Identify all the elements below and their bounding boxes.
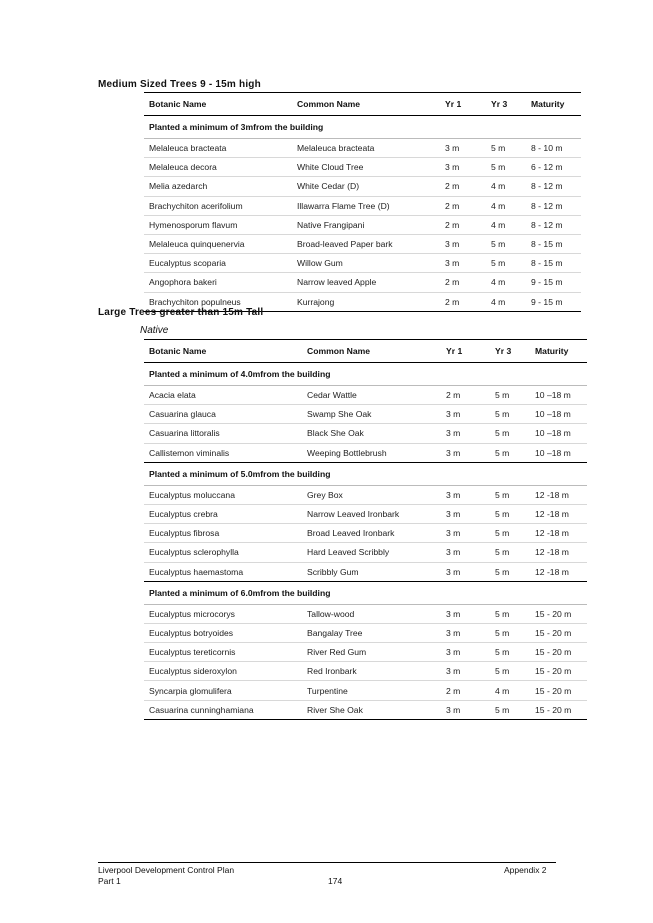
table-cell: Callistemon viminalis bbox=[144, 443, 302, 462]
table-cell: 9 - 15 m bbox=[526, 292, 581, 311]
table-row bbox=[144, 504, 587, 523]
table-cell: 5 m bbox=[486, 158, 526, 177]
table-cell: 15 - 20 m bbox=[530, 700, 587, 719]
table-row bbox=[144, 543, 587, 562]
table-cell: 3 m bbox=[441, 562, 490, 581]
footer-document-title: Liverpool Development Control Plan bbox=[98, 865, 235, 875]
table-cell: 12 -18 m bbox=[530, 485, 587, 504]
column-header: Common Name bbox=[302, 340, 441, 363]
table-cell: 5 m bbox=[490, 643, 530, 662]
table-cell: Melaleuca quinquenervia bbox=[144, 234, 292, 253]
table-cell: 4 m bbox=[486, 215, 526, 234]
table-cell: 3 m bbox=[440, 158, 486, 177]
table-cell: 10 –18 m bbox=[530, 443, 587, 462]
table-cell: 5 m bbox=[490, 386, 530, 405]
table-cell: 15 - 20 m bbox=[530, 681, 587, 700]
table-cell: 3 m bbox=[441, 623, 490, 642]
table-cell: Black She Oak bbox=[302, 424, 441, 443]
table-cell: Casuarina glauca bbox=[144, 405, 302, 424]
table-cell: Eucalyptus fibrosa bbox=[144, 524, 302, 543]
table-cell: 2 m bbox=[440, 215, 486, 234]
table-cell: Native Frangipani bbox=[292, 215, 440, 234]
table-cell: Cedar Wattle bbox=[302, 386, 441, 405]
column-header: Yr 1 bbox=[441, 340, 490, 363]
table-cell: 15 - 20 m bbox=[530, 604, 587, 623]
table-cell: 8 - 12 m bbox=[526, 177, 581, 196]
table-cell: 2 m bbox=[440, 177, 486, 196]
table-row bbox=[144, 215, 581, 234]
column-header: Botanic Name bbox=[144, 340, 302, 363]
medium-trees-table bbox=[144, 92, 581, 312]
table-row bbox=[144, 623, 587, 642]
table-cell: 2 m bbox=[441, 681, 490, 700]
table-cell: Broad Leaved Ironbark bbox=[302, 524, 441, 543]
table-cell: Eucalyptus moluccana bbox=[144, 485, 302, 504]
table-cell: Melia azedarch bbox=[144, 177, 292, 196]
column-header: Yr 3 bbox=[486, 93, 526, 116]
table-cell: 15 - 20 m bbox=[530, 623, 587, 642]
group-header-row bbox=[144, 581, 587, 604]
header-row bbox=[144, 340, 587, 363]
table-cell: Hymenosporum flavum bbox=[144, 215, 292, 234]
table-cell: Red Ironbark bbox=[302, 662, 441, 681]
table-cell: 3 m bbox=[441, 424, 490, 443]
table-cell: 5 m bbox=[490, 662, 530, 681]
group-header-row bbox=[144, 462, 587, 485]
table-cell: 2 m bbox=[440, 292, 486, 311]
group-header-row bbox=[144, 116, 581, 139]
table-cell: 5 m bbox=[490, 504, 530, 523]
table-cell: 8 - 15 m bbox=[526, 254, 581, 273]
table-row bbox=[144, 424, 587, 443]
table-cell: 12 -18 m bbox=[530, 543, 587, 562]
table-cell: 4 m bbox=[486, 292, 526, 311]
footer-appendix: Appendix 2 bbox=[504, 865, 547, 875]
table-cell: 5 m bbox=[486, 139, 526, 158]
table-cell: Illawarra Flame Tree (D) bbox=[292, 196, 440, 215]
table-row bbox=[144, 196, 581, 215]
table-cell: 5 m bbox=[490, 623, 530, 642]
group-label: Planted a minimum of 4.0mfrom the building bbox=[144, 363, 587, 386]
table-cell: 8 - 10 m bbox=[526, 139, 581, 158]
table-cell: White Cloud Tree bbox=[292, 158, 440, 177]
table-cell: Bangalay Tree bbox=[302, 623, 441, 642]
table-cell: 3 m bbox=[441, 524, 490, 543]
table-cell: 5 m bbox=[490, 604, 530, 623]
table-cell: Syncarpia glomulifera bbox=[144, 681, 302, 700]
table-cell: 3 m bbox=[441, 405, 490, 424]
table-cell: Eucalyptus crebra bbox=[144, 504, 302, 523]
table-cell: 5 m bbox=[490, 524, 530, 543]
large-trees-table bbox=[144, 339, 587, 720]
table-cell: 4 m bbox=[486, 196, 526, 215]
group-header-row bbox=[144, 363, 587, 386]
table-cell: Broad-leaved Paper bark bbox=[292, 234, 440, 253]
table-row bbox=[144, 700, 587, 719]
column-header: Maturity bbox=[530, 340, 587, 363]
table-cell: Casuarina littoralis bbox=[144, 424, 302, 443]
table-cell: Hard Leaved Scribbly bbox=[302, 543, 441, 562]
footer-page-number: 174 bbox=[328, 876, 343, 886]
table-cell: Willow Gum bbox=[292, 254, 440, 273]
table-row bbox=[144, 158, 581, 177]
table-cell: 10 –18 m bbox=[530, 424, 587, 443]
table-row bbox=[144, 254, 581, 273]
table-cell: Acacia elata bbox=[144, 386, 302, 405]
table-cell: 5 m bbox=[490, 405, 530, 424]
table-cell: 5 m bbox=[490, 562, 530, 581]
table-row bbox=[144, 662, 587, 681]
table-cell: 3 m bbox=[440, 234, 486, 253]
table-cell: 5 m bbox=[486, 234, 526, 253]
table-cell: 3 m bbox=[441, 485, 490, 504]
table-row bbox=[144, 604, 587, 623]
table-cell: Tallow-wood bbox=[302, 604, 441, 623]
table-cell: Melaleuca bracteata bbox=[292, 139, 440, 158]
table-cell: Narrow Leaved Ironbark bbox=[302, 504, 441, 523]
table-cell: Eucalyptus microcorys bbox=[144, 604, 302, 623]
table-row bbox=[144, 485, 587, 504]
table-cell: 12 -18 m bbox=[530, 524, 587, 543]
table-cell: 5 m bbox=[490, 424, 530, 443]
medium-trees-title: Medium Sized Trees 9 - 15m high bbox=[98, 79, 261, 90]
table-cell: 4 m bbox=[490, 681, 530, 700]
table-cell: Grey Box bbox=[302, 485, 441, 504]
table-cell: 3 m bbox=[441, 543, 490, 562]
table-cell: 8 - 12 m bbox=[526, 215, 581, 234]
table-cell: 12 -18 m bbox=[530, 504, 587, 523]
table-cell: Angophora bakeri bbox=[144, 273, 292, 292]
table-cell: White Cedar (D) bbox=[292, 177, 440, 196]
table-cell: 10 –18 m bbox=[530, 405, 587, 424]
column-header: Common Name bbox=[292, 93, 440, 116]
large-trees-title: Large Trees greater than 15m Tall bbox=[98, 307, 264, 318]
column-header: Botanic Name bbox=[144, 93, 292, 116]
table-cell: Kurrajong bbox=[292, 292, 440, 311]
table-cell: 3 m bbox=[440, 139, 486, 158]
table-cell: 9 - 15 m bbox=[526, 273, 581, 292]
table-cell: 3 m bbox=[441, 643, 490, 662]
table-cell: 10 –18 m bbox=[530, 386, 587, 405]
table-cell: River Red Gum bbox=[302, 643, 441, 662]
table-cell: Brachychiton populneus bbox=[144, 292, 292, 311]
table-cell: Eucalyptus sclerophylla bbox=[144, 543, 302, 562]
table-cell: 4 m bbox=[486, 273, 526, 292]
group-label: Planted a minimum of 5.0mfrom the building bbox=[144, 462, 587, 485]
table-cell: River She Oak bbox=[302, 700, 441, 719]
header-row bbox=[144, 93, 581, 116]
table-row bbox=[144, 405, 587, 424]
footer-part: Part 1 bbox=[98, 876, 121, 886]
table-cell: 8 - 15 m bbox=[526, 234, 581, 253]
table-cell: 5 m bbox=[490, 700, 530, 719]
table-cell: Eucalyptus botryoides bbox=[144, 623, 302, 642]
table-cell: Brachychiton acerifolium bbox=[144, 196, 292, 215]
table-row bbox=[144, 234, 581, 253]
table-cell: Weeping Bottlebrush bbox=[302, 443, 441, 462]
table-cell: 3 m bbox=[441, 443, 490, 462]
native-subtitle: Native bbox=[140, 325, 169, 336]
table-cell: 6 - 12 m bbox=[526, 158, 581, 177]
table-cell: 15 - 20 m bbox=[530, 643, 587, 662]
table-row bbox=[144, 386, 587, 405]
table-cell: 2 m bbox=[440, 273, 486, 292]
table-cell: 5 m bbox=[490, 443, 530, 462]
table-cell: 8 - 12 m bbox=[526, 196, 581, 215]
table-cell: 5 m bbox=[486, 254, 526, 273]
table-cell: 2 m bbox=[440, 196, 486, 215]
column-header: Yr 3 bbox=[490, 340, 530, 363]
table-row bbox=[144, 177, 581, 196]
table-cell: 3 m bbox=[440, 254, 486, 273]
table-cell: 12 -18 m bbox=[530, 562, 587, 581]
column-header: Yr 1 bbox=[440, 93, 486, 116]
group-label: Planted a minimum of 6.0mfrom the building bbox=[144, 581, 587, 604]
table-cell: Scribbly Gum bbox=[302, 562, 441, 581]
table-row bbox=[144, 524, 587, 543]
table-row bbox=[144, 562, 587, 581]
table-cell: Eucalyptus sideroxylon bbox=[144, 662, 302, 681]
table-cell: Melaleuca bracteata bbox=[144, 139, 292, 158]
table-cell: Narrow leaved Apple bbox=[292, 273, 440, 292]
table-cell: 3 m bbox=[441, 504, 490, 523]
table-cell: Eucalyptus haemastoma bbox=[144, 562, 302, 581]
table-cell: 5 m bbox=[490, 543, 530, 562]
table-cell: 3 m bbox=[441, 662, 490, 681]
table-row bbox=[144, 443, 587, 462]
table-cell: 3 m bbox=[441, 700, 490, 719]
table-row bbox=[144, 681, 587, 700]
table-cell: Eucalyptus tereticornis bbox=[144, 643, 302, 662]
table-cell: 4 m bbox=[486, 177, 526, 196]
table-cell: Eucalyptus scoparia bbox=[144, 254, 292, 273]
table-row bbox=[144, 643, 587, 662]
group-label: Planted a minimum of 3mfrom the building bbox=[144, 116, 581, 139]
footer-divider bbox=[98, 862, 556, 863]
table-cell: Turpentine bbox=[302, 681, 441, 700]
table-cell: Swamp She Oak bbox=[302, 405, 441, 424]
table-cell: 15 - 20 m bbox=[530, 662, 587, 681]
column-header: Maturity bbox=[526, 93, 581, 116]
table-cell: 2 m bbox=[441, 386, 490, 405]
table-cell: 5 m bbox=[490, 485, 530, 504]
table-cell: Melaleuca decora bbox=[144, 158, 292, 177]
table-cell: Casuarina cunninghamiana bbox=[144, 700, 302, 719]
table-row bbox=[144, 273, 581, 292]
table-row bbox=[144, 139, 581, 158]
table-cell: 3 m bbox=[441, 604, 490, 623]
